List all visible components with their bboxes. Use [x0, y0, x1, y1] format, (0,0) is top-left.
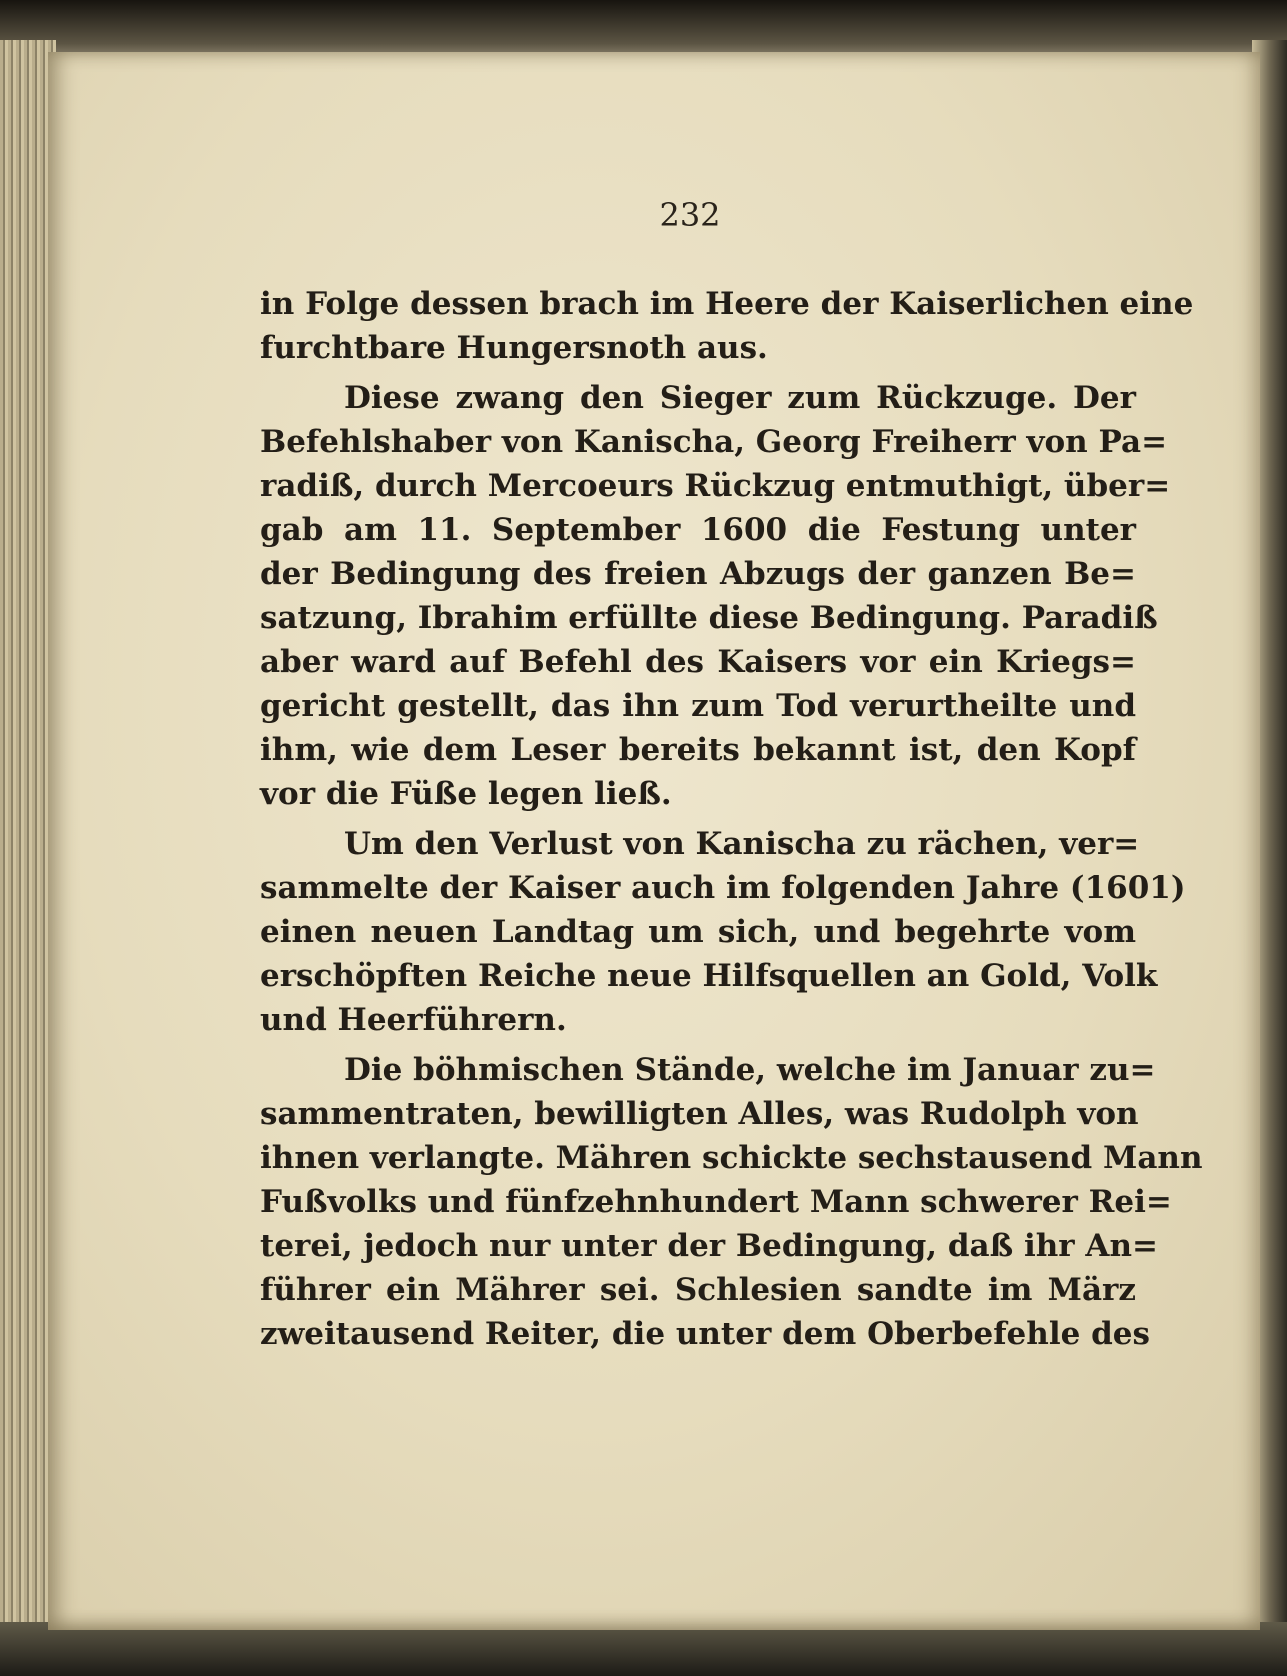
text-line: aber ward auf Befehl des Kaisers vor ein Kriegs=: [260, 644, 1136, 680]
text-line: Befehlshaber von Kanischa, Georg Freiherr von Pa=: [260, 424, 1168, 460]
text-line: in Folge dessen brach im Heere der Kaiserlichen eine: [260, 286, 1194, 322]
text-line: einen neuen Landtag um sich, und begehrte vom: [260, 914, 1136, 950]
text-line: der Bedingung des freien Abzugs der ganzen Be=: [260, 556, 1136, 592]
body-text: [260, 282, 1203, 1356]
text-line: sammentraten, bewilligten Alles, was Rudolph von: [260, 1096, 1139, 1132]
text-line: Um den Verlust von Kanischa zu rächen, ver=: [344, 826, 1140, 862]
text-line: und Heerführern.: [260, 1002, 567, 1038]
paragraph: [260, 376, 1171, 816]
text-line: Die böhmischen Stände, welche im Januar zu=: [344, 1052, 1156, 1088]
text-line: ihnen verlangte. Mähren schickte sechstausend Mann: [260, 1140, 1203, 1176]
text-line: radiß, durch Mercoeurs Rückzug entmuthigt, über=: [260, 468, 1171, 504]
paragraph: [260, 822, 1186, 1042]
book-bottom-edge: [0, 1622, 1287, 1676]
text-line: sammelte der Kaiser auch im folgenden Jahre (1601): [260, 870, 1186, 906]
text-line: satzung, Ibrahim erfüllte diese Bedingung. Paradiß: [260, 600, 1158, 636]
text-line: Fußvolks und fünfzehnhundert Mann schwerer Rei=: [260, 1184, 1172, 1220]
text-line: vor die Füße legen ließ.: [260, 776, 672, 812]
text-line: terei, jedoch nur unter der Bedingung, daß ihr An=: [260, 1228, 1158, 1264]
text-line: Diese zwang den Sieger zum Rückzuge. Der: [344, 380, 1136, 416]
text-line: ihm, wie dem Leser bereits bekannt ist, den Kopf: [260, 732, 1136, 768]
text-line: zweitausend Reiter, die unter dem Oberbefehle des: [260, 1316, 1150, 1352]
text-line: furchtbare Hungersnoth aus.: [260, 330, 768, 366]
paragraph: [260, 282, 1194, 370]
text-line: gericht gestellt, das ihn zum Tod verurtheilte und: [260, 688, 1136, 724]
page-number: 232: [659, 196, 721, 234]
text-line: gab am 11. September 1600 die Festung unter: [260, 512, 1136, 548]
text-line: führer ein Mährer sei. Schlesien sandte im März: [260, 1272, 1136, 1308]
text-line: erschöpften Reiche neue Hilfsquellen an Gold, Volk: [260, 958, 1158, 994]
paragraph: [260, 1048, 1203, 1356]
